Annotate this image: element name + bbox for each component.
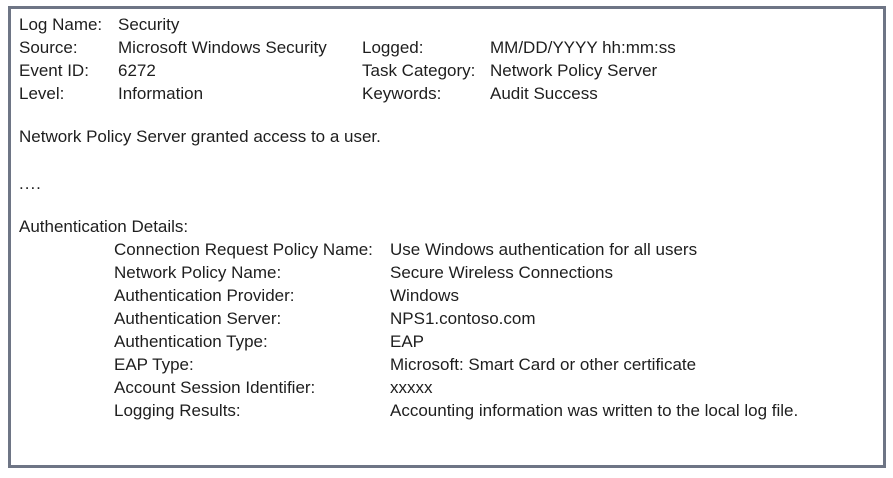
event-id-value: 6272 [118, 61, 156, 80]
task-category-value: Network Policy Server [490, 61, 658, 80]
omitted-content-ellipsis: .... [19, 174, 42, 193]
detail-value-account-session-identifier: xxxxx [390, 378, 433, 397]
log-name-value: Security [118, 15, 180, 34]
logged-label: Logged: [362, 38, 424, 57]
level-value: Information [118, 84, 204, 103]
detail-value-eap-type: Microsoft: Smart Card or other certificate [390, 355, 697, 374]
detail-value-authentication-type: EAP [390, 332, 425, 351]
detail-label-account-session-identifier: Account Session Identifier: [114, 378, 316, 397]
authentication-details-title: Authentication Details: [19, 217, 189, 236]
event-record-panel [8, 6, 886, 468]
level-label: Level: [19, 84, 65, 103]
log-name-label: Log Name: [19, 15, 103, 34]
authentication-details-list [114, 238, 873, 422]
detail-label-eap-type: EAP Type: [114, 355, 194, 374]
event-id-label: Event ID: [19, 61, 89, 80]
task-category-label: Task Category: [362, 61, 476, 80]
detail-value-authentication-provider: Windows [390, 286, 459, 305]
source-label: Source: [19, 38, 78, 57]
keywords-label: Keywords: [362, 84, 442, 103]
event-description: Network Policy Server granted access to a user. [19, 127, 381, 146]
keywords-value: Audit Success [490, 84, 598, 103]
logged-value: MM/DD/YYYY hh:mm:ss [490, 38, 676, 57]
event-header [19, 13, 873, 105]
source-value: Microsoft Windows Security [118, 38, 327, 57]
detail-value-connection-request-policy: Use Windows authentication for all users [390, 240, 698, 259]
detail-label-connection-request-policy: Connection Request Policy Name: [114, 240, 373, 259]
detail-value-logging-results: Accounting information was written to the local log file. [390, 401, 799, 420]
header-empty-cell [490, 13, 873, 36]
detail-label-authentication-type: Authentication Type: [114, 332, 268, 351]
detail-label-logging-results: Logging Results: [114, 401, 241, 420]
detail-label-authentication-provider: Authentication Provider: [114, 286, 295, 305]
detail-value-authentication-server: NPS1.contoso.com [390, 309, 536, 328]
header-empty-cell [362, 13, 490, 36]
detail-value-network-policy-name: Secure Wireless Connections [390, 263, 613, 282]
detail-label-authentication-server: Authentication Server: [114, 309, 282, 328]
detail-label-network-policy-name: Network Policy Name: [114, 263, 282, 282]
